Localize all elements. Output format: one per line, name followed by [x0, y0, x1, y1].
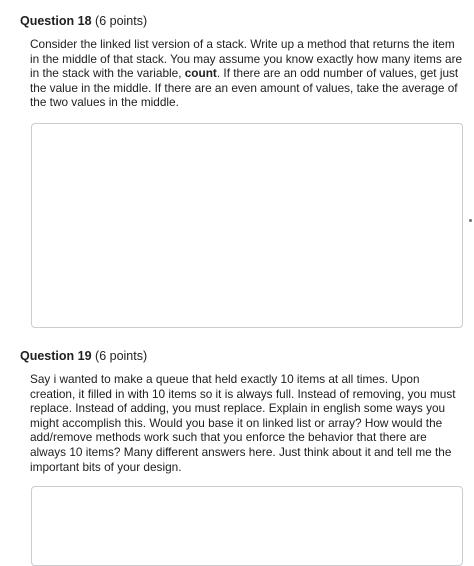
question-points: (6 points)	[95, 349, 148, 363]
scroll-indicator-dot	[469, 219, 472, 222]
question-19-title	[20, 348, 147, 364]
question-number: Question 19	[20, 349, 92, 363]
question-18-answer-field[interactable]	[31, 123, 463, 328]
question-number: Question 18	[20, 14, 92, 28]
question-18-prompt	[30, 37, 466, 110]
question-19-prompt: Say i wanted to make a queue that held exactly 10 items at all times. Upon creation, it filled in with 10 items so it is always full. Instead of removing, you must replace. Instead of adding, you must replace. Explain in english some ways you might accomplish this. Would you base it on linked list or array? How would the add/remove methods work such that you enforce the behavior that there are always 10 items? Many different answers here. Just think about it and tell me the important bits of your design.	[30, 372, 456, 474]
prompt-text-continued: . If there are an odd number of values, get just the value in the middle. If there are an even amount of values, take the average of the two values in the middle.	[30, 66, 459, 110]
prompt-text: Consider the linked list version of a stack. Write up a method that returns the item in the middle of that stack. You may assume you know exactly how many items are in the stack with the variable,	[30, 37, 463, 81]
prompt-bold-variable: count	[184, 66, 217, 81]
question-points: (6 points)	[95, 14, 148, 28]
question-19-answer-field[interactable]	[31, 486, 463, 566]
question-18-title	[20, 13, 147, 29]
